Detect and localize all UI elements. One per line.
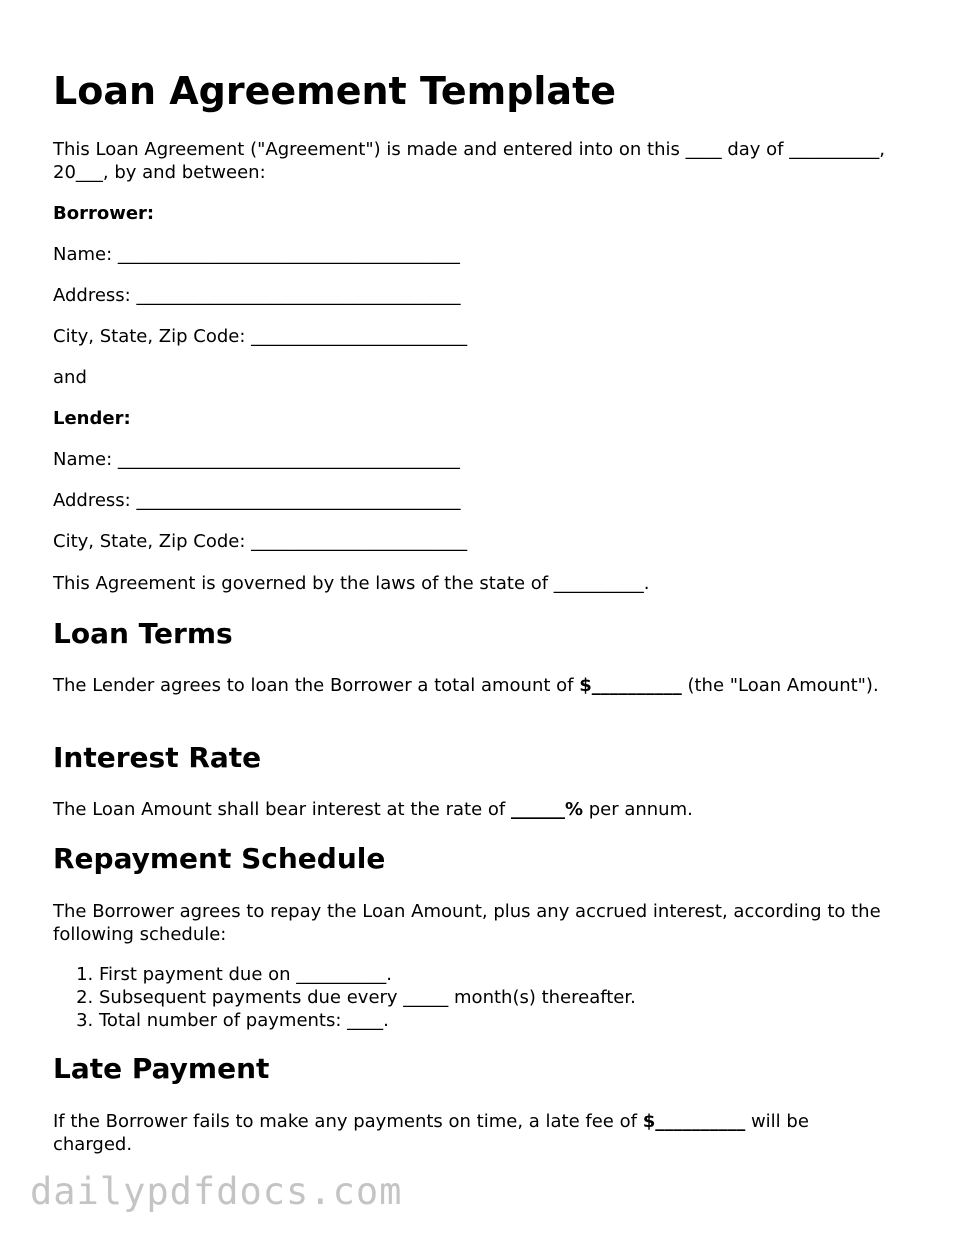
repayment-paragraph: The Borrower agrees to repay the Loan Amount, plus any accrued interest, according to the following schedule: [53, 901, 881, 945]
interest-text-before: The Loan Amount shall bear interest at the rate of [53, 799, 511, 820]
loan-terms-heading: Loan Terms [53, 617, 233, 650]
borrower-name-field: Name: ______________________________________ [53, 244, 460, 265]
borrower-address-field: Address: ____________________________________ [53, 285, 461, 306]
loan-terms-text-after: (the "Loan Amount"). [681, 675, 879, 696]
late-text-after: will be charged. [53, 1111, 809, 1155]
lender-name-field: Name: ______________________________________ [53, 449, 460, 470]
late-payment-heading: Late Payment [53, 1052, 270, 1085]
interest-rate-blank: ______% [510, 799, 583, 820]
loan-amount-blank: $__________ [579, 675, 682, 696]
repayment-list [53, 963, 636, 1032]
interest-rate-heading: Interest Rate [53, 741, 262, 774]
interest-text-after: per annum. [582, 799, 693, 820]
late-fee-blank: $__________ [642, 1111, 746, 1132]
lender-city-field: City, State, Zip Code: ________________________ [53, 531, 468, 552]
lender-heading: Lender: [53, 408, 131, 429]
loan-terms-paragraph [53, 674, 893, 697]
interest-rate-paragraph [53, 798, 693, 821]
borrower-city-field: City, State, Zip Code: ________________________ [53, 326, 468, 347]
page-title: Loan Agreement Template [53, 69, 617, 113]
late-text-before: If the Borrower fails to make any payments on time, a late fee of [53, 1111, 643, 1132]
list-item: 3. Total number of payments: ____. [99, 1009, 636, 1032]
watermark: dailypdfdocs.com [30, 1170, 403, 1213]
list-item: 2. Subsequent payments due every _____ month(s) thereafter. [99, 986, 636, 1009]
list-item: 1. First payment due on __________. [99, 963, 636, 986]
late-payment-paragraph [53, 1110, 893, 1156]
governing-law-paragraph: This Agreement is governed by the laws of the state of __________. [53, 573, 650, 594]
repayment-schedule-heading: Repayment Schedule [53, 842, 386, 875]
intro-paragraph: This Loan Agreement ("Agreement") is made and entered into on this ____ day of __________, 20___, by and between: [53, 139, 885, 183]
lender-address-field: Address: ____________________________________ [53, 490, 461, 511]
and-text: and [53, 367, 87, 388]
loan-terms-text-before: The Lender agrees to loan the Borrower a total amount of [53, 675, 580, 696]
borrower-heading: Borrower: [53, 203, 155, 224]
